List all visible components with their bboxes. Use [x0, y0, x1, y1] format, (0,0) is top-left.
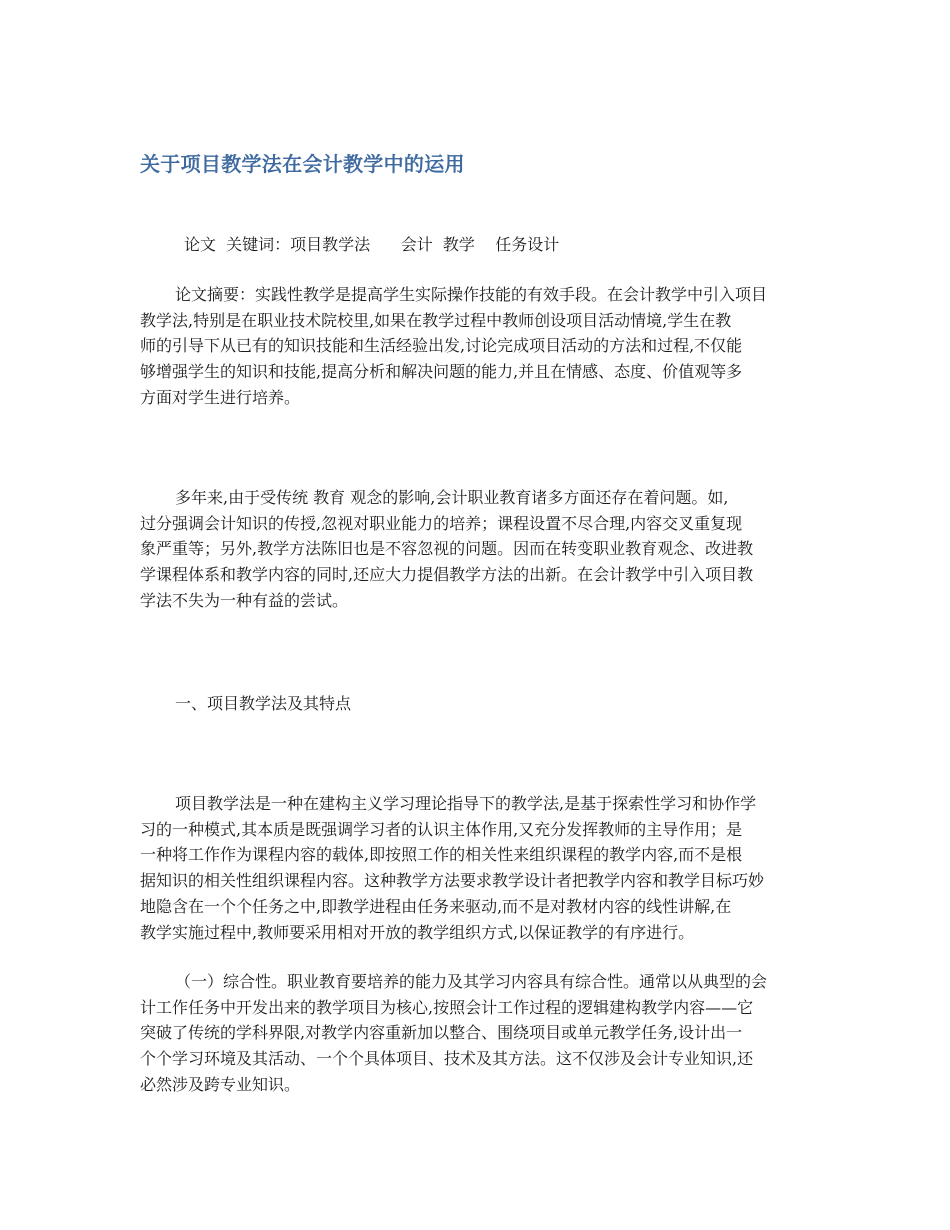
- point1-line: 必然涉及跨专业知识。: [140, 1074, 301, 1094]
- section1-line: 习的一种模式,其本质是既强调学习者的认识主体作用,又充分发挥教师的主导作用；是: [140, 819, 743, 839]
- section1-line: 据知识的相关性组织课程内容。这种教学方法要求教学设计者把教学内容和教学目标巧妙: [140, 871, 765, 891]
- intro-line: 学课程体系和教学内容的同时,还应大力提倡教学方法的出新。在会计教学中引入项目教: [140, 565, 754, 585]
- intro-line: 象严重等；另外,教学方法陈旧也是不容忽视的问题。因而在转变职业教育观念、改进教: [140, 539, 754, 559]
- intro-line: 过分强调会计知识的传授,忽视对职业能力的培养；课程设置不尽合理,内容交叉重复现: [140, 513, 743, 533]
- section1-line: 一种将工作作为课程内容的载体,即按照工作的相关性来组织课程的教学内容,而不是根: [140, 845, 743, 865]
- intro-line: 学法不失为一种有益的尝试。: [140, 590, 349, 610]
- intro-paragraph: [140, 485, 815, 614]
- abstract-paragraph: [140, 282, 815, 411]
- abstract-line: 师的引导下从已有的知识技能和生活经验出发,讨论完成项目活动的方法和过程,不仅能: [140, 336, 743, 356]
- point1-line: 个个学习环境及其活动、一个个具体项目、技术及其方法。这不仅涉及会计专业知识,还: [140, 1049, 754, 1069]
- abstract-line: 教学法,特别是在职业技术院校里,如果在教学过程中教师创设项目活动情境,学生在教: [140, 310, 732, 330]
- section-heading: 一、项目教学法及其特点: [175, 694, 352, 713]
- intro-line: 多年来,由于受传统 教育 观念的影响,会计职业教育诸多方面还存在着问题。如,: [175, 488, 729, 507]
- point1-line: 计工作任务中开发出来的教学项目为核心,按照会计工作过程的逻辑建构教学内容——它: [140, 997, 754, 1017]
- document-title: 关于项目教学法在会计教学中的运用: [140, 152, 465, 176]
- keywords-line: 论文 关键词：项目教学法 会计 教学 任务设计: [184, 235, 560, 254]
- section1-line: 地隐含在一个个任务之中,即教学进程由任务来驱动,而不是对教材内容的线性讲解,在: [140, 896, 732, 916]
- point1-line: 突破了传统的学科界限,对教学内容重新加以整合、围绕项目或单元教学任务,设计出一: [140, 1023, 743, 1043]
- abstract-line: 方面对学生进行培养。: [140, 387, 301, 407]
- abstract-line: 够增强学生的知识和技能,提高分析和解决问题的能力,并且在情感、态度、价值观等多: [140, 362, 743, 382]
- point1-line: （一）综合性。职业教育要培养的能力及其学习内容具有综合性。通常以从典型的会: [175, 972, 768, 991]
- section1-paragraph: [140, 791, 815, 945]
- section1-line: 项目教学法是一种在建构主义学习理论指导下的教学法,是基于探索性学习和协作学: [175, 794, 757, 813]
- point1-paragraph: [140, 969, 815, 1098]
- section1-line: 教学实施过程中,教师要采用相对开放的教学组织方式,以保证教学的有序进行。: [140, 922, 695, 942]
- abstract-line: 论文摘要：实践性教学是提高学生实际操作技能的有效手段。在会计教学中引入项目: [175, 285, 768, 304]
